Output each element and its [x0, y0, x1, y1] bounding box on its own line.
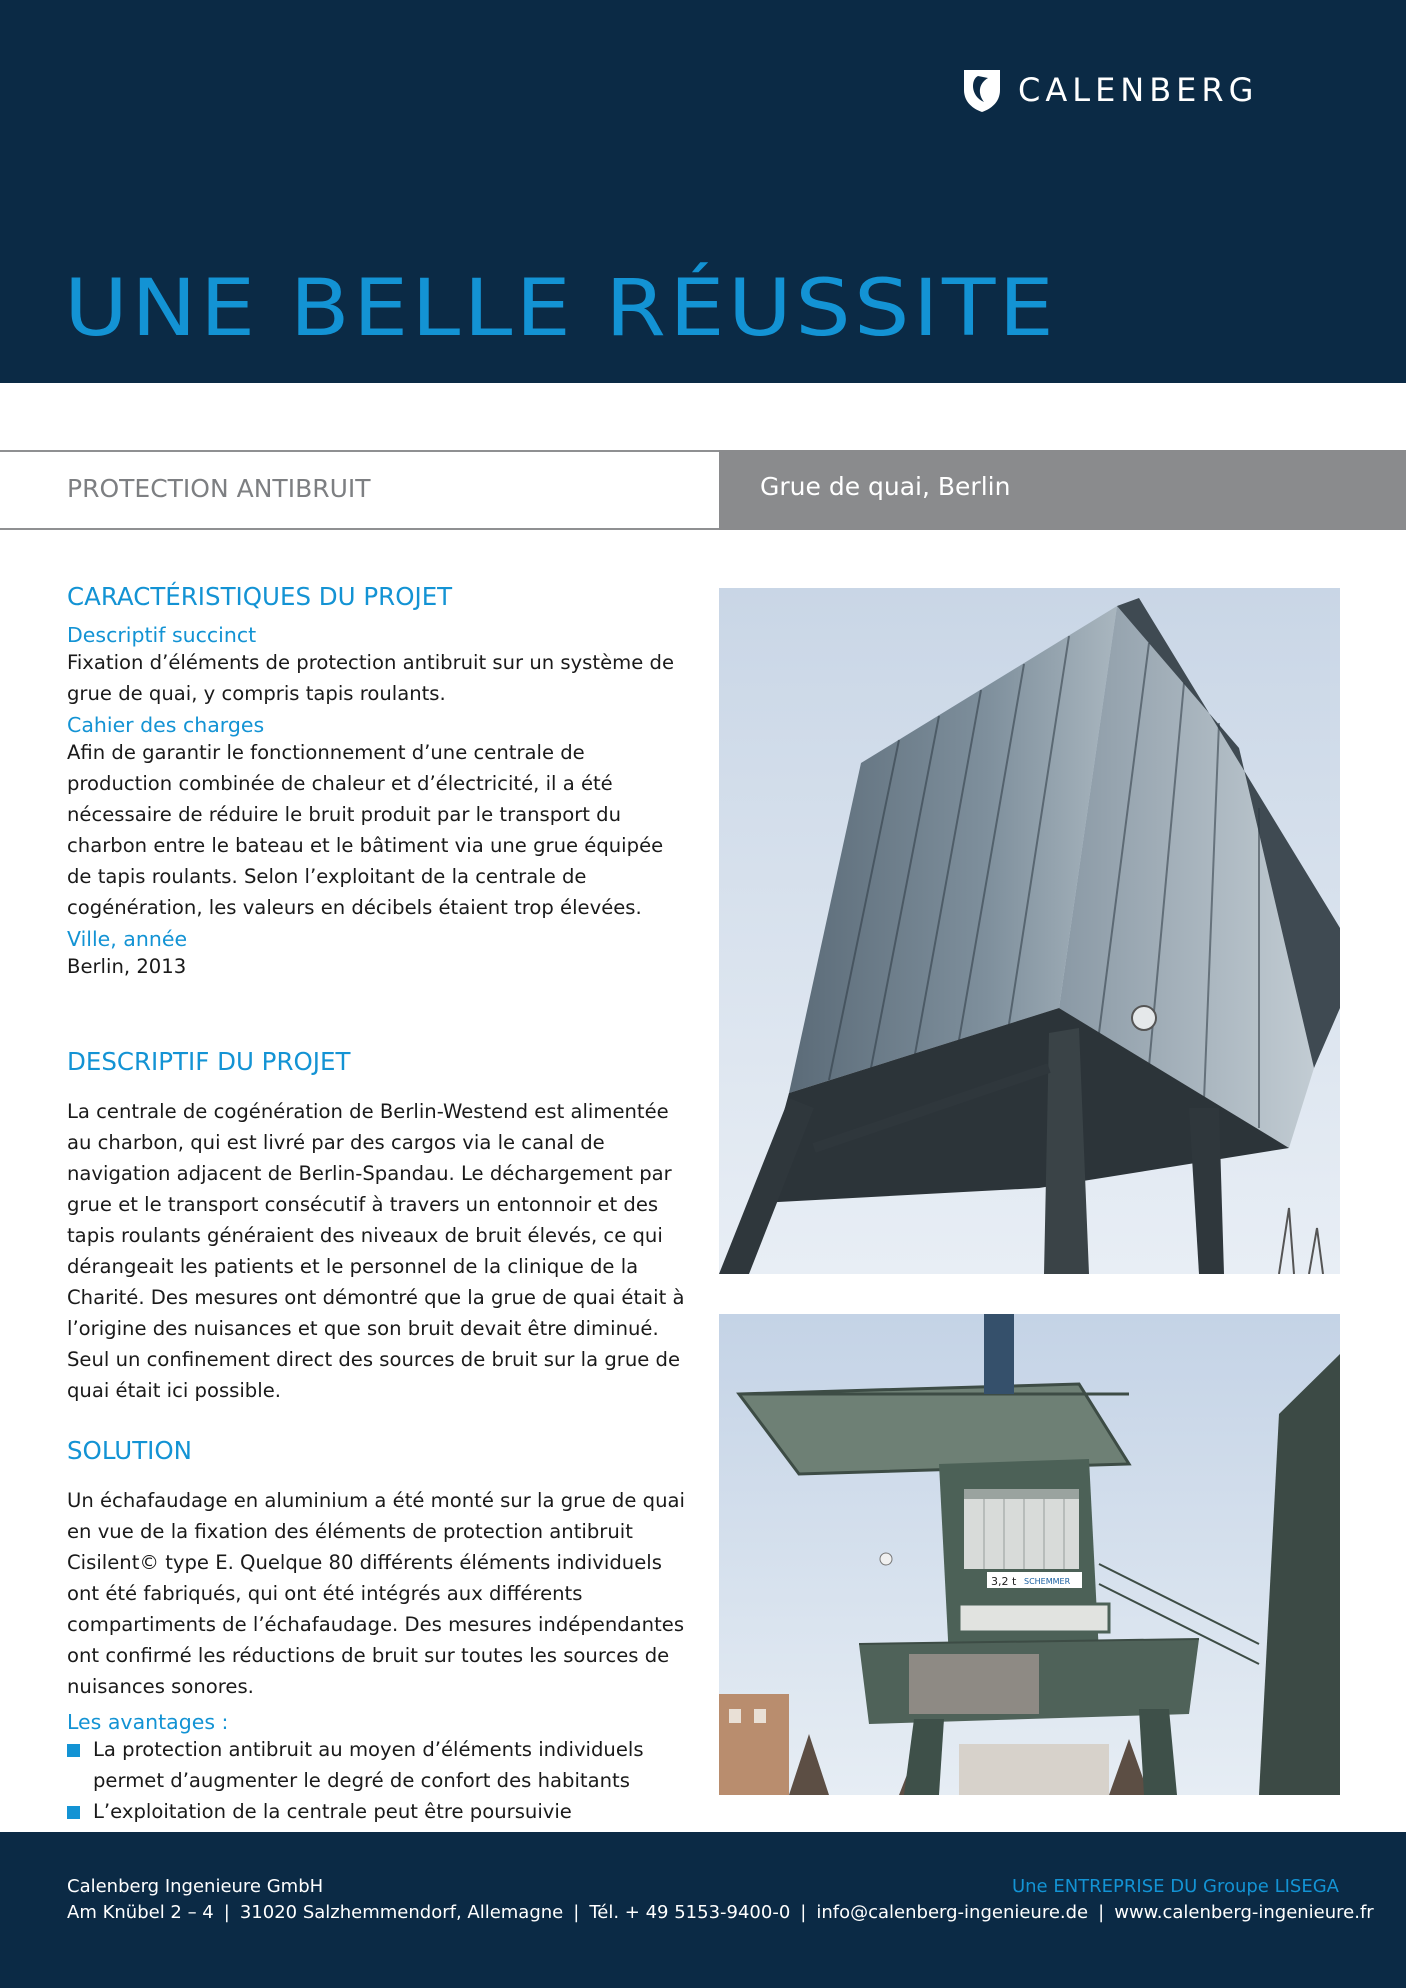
list-item: L’exploitation de la centrale peut être poursuivie [67, 1796, 692, 1827]
solution-text: Un échafaudage en aluminium a été monté sur la grue de quai en vue de la fixation des éléments de protection antibruit Cisilent© type E. Quelque 80 différents éléments individuels ont été fabriqués, qui ont été intégrés aux différents compartiments de l’échafaudage. Des mesures indépendantes ont confirmé les réductions de bruit sur toutes les sources de nuisances sonores. [67, 1489, 685, 1698]
spec-text: Afin de garantir le fonctionnement d’une centrale de production combinée de chaleur et d’électricité, il a été nécessaire de réduire le bruit produit par le transport du charbon entre le bateau et le bâtiment via une grue équipée de tapis roulants. Selon l’exploitant de la centrale de cogénération, les valeurs en décibels étaient trop élevées. [67, 741, 664, 919]
footer [0, 1832, 1406, 1988]
solution-heading: SOLUTION [67, 1436, 193, 1465]
category-band [0, 450, 1406, 530]
header-banner [0, 0, 1406, 383]
spec-label: Cahier des charges [67, 713, 265, 737]
photo-quay-crane [719, 1314, 1340, 1795]
description-section [67, 1047, 692, 1406]
characteristics-section [67, 582, 692, 982]
logo-wordmark: CALENBERG [1018, 71, 1259, 109]
page-title: UNE BELLE RÉUSSITE [64, 264, 1058, 354]
crane-brand: SCHEMMER [1024, 1577, 1071, 1586]
footer-group: Une ENTREPRISE DU Groupe LISEGA [1011, 1876, 1339, 1897]
footer-contact-line: Am Knübel 2 – 4 | 31020 Salzhemmendorf, Allemagne | Tél. + 49 5153-9400-0 | info@calenberg-ingenieure.de | www.calenberg-ingenieure.fr [67, 1902, 1374, 1923]
project-label: Grue de quai, Berlin [719, 450, 1406, 530]
footer-phone: Tél. + 49 5153-9400-0 [589, 1902, 791, 1923]
description-text: La centrale de cogénération de Berlin-Westend est alimentée au charbon, qui est livré par des cargos via le canal de navigation adjacent de Berlin-Spandau. Le déchargement par grue et le transport consécutif à travers un entonnoir et des tapis roulants généraient des niveaux de bruit élevés, ce qui dérangeait les patients et le personnel de la clinique de la Charité. Des mesures ont démontré que la grue de quai était à l’origine des nuisances et que son bruit devait être diminué. Seul un confinement direct des sources de bruit sur la grue de quai était ici possible. [67, 1100, 685, 1402]
advantages-label: Les avantages : [67, 1710, 229, 1734]
city-label: Ville, année [67, 927, 188, 951]
footer-email-link[interactable]: info@calenberg-ingenieure.de [816, 1902, 1089, 1923]
calenberg-logo [958, 66, 1258, 114]
characteristics-heading: CARACTÉRISTIQUES DU PROJET [67, 582, 453, 611]
footer-city: 31020 Salzhemmendorf, Allemagne [239, 1902, 564, 1923]
photo-clad-hopper [719, 588, 1340, 1274]
shield-logo-icon [958, 66, 1006, 114]
summary-label: Descriptif succinct [67, 623, 257, 647]
footer-address: Am Knübel 2 – 4 [67, 1902, 214, 1923]
description-heading: DESCRIPTIF DU PROJET [67, 1047, 351, 1076]
city-text: Berlin, 2013 [67, 955, 187, 978]
footer-company: Calenberg Ingenieure GmbH [67, 1876, 324, 1897]
advantages-list [67, 1734, 692, 1827]
footer-website-link[interactable]: www.calenberg-ingenieure.fr [1114, 1902, 1374, 1923]
crane-sign: 3,2 t [991, 1575, 1017, 1588]
solution-section [67, 1436, 692, 1827]
summary-text: Fixation d’éléments de protection antibruit sur un système de grue de quai, y compris tapis roulants. [67, 651, 674, 705]
category-label: PROTECTION ANTIBRUIT [67, 474, 371, 503]
list-item: La protection antibruit au moyen d’éléments individuels permet d’augmenter le degré de confort des habitants [67, 1734, 692, 1796]
